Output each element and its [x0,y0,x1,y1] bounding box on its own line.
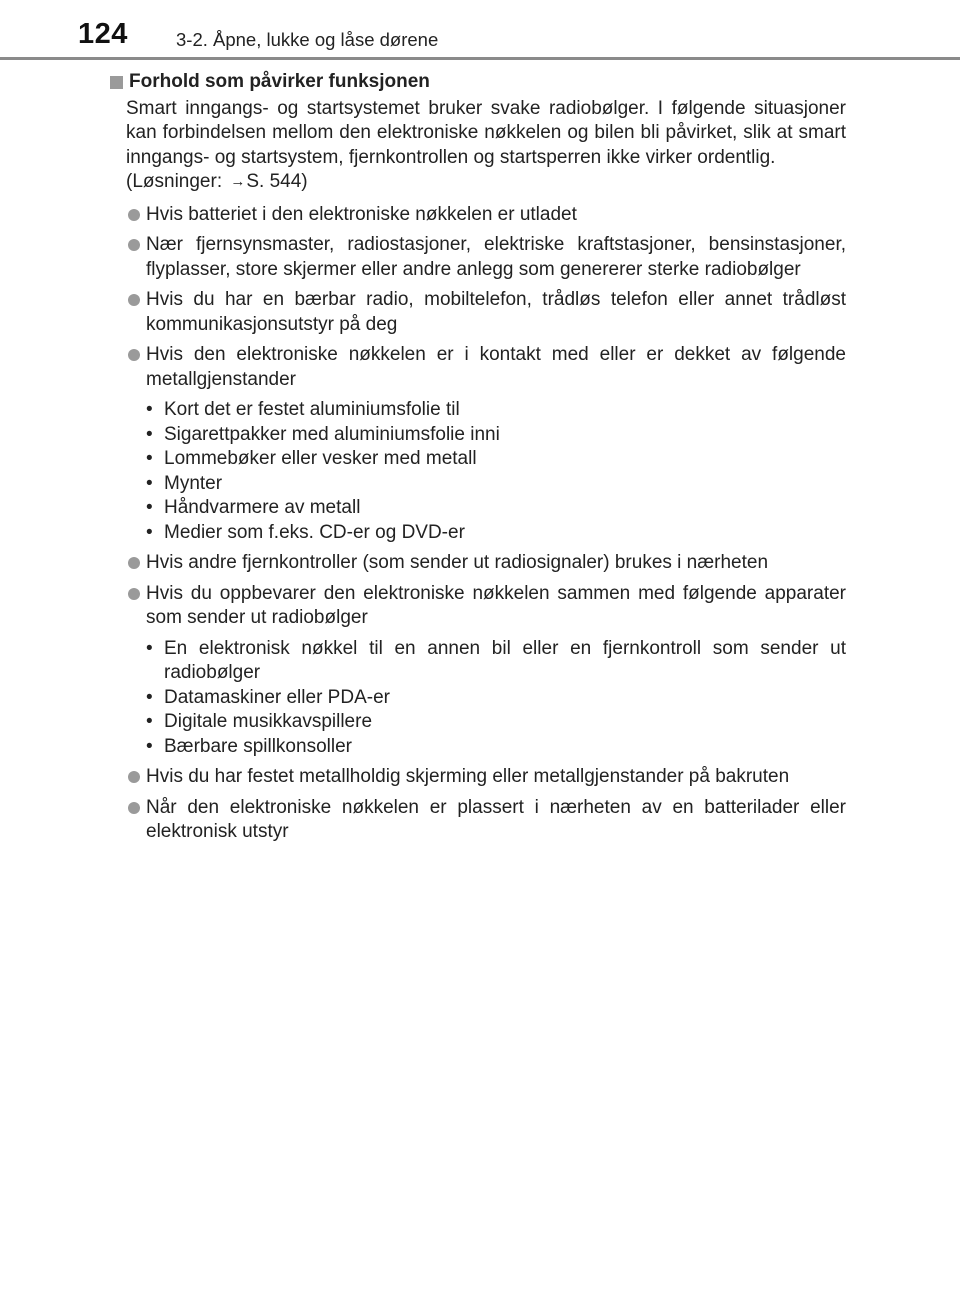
sub-list-item [146,423,846,448]
list-item-text: Hvis du har festet metallholdig skjerming eller metallgjenstander på bakruten [146,766,790,787]
list-item [110,796,846,845]
dot-bullet-icon: • [146,686,153,708]
list-item [110,582,846,760]
sub-list [146,637,846,760]
section-heading [110,70,846,95]
solutions-prefix: (Løsninger: [126,171,228,192]
list-item [110,765,846,790]
list-item-text: Hvis andre fjernkontroller (som sender ut radiosignaler) brukes i nærheten [146,552,769,573]
circle-bullet-icon [128,588,140,600]
circle-bullet-icon [128,209,140,221]
dot-bullet-icon: • [146,448,153,469]
sub-list-item-text: Sigarettpakker med aluminiumsfolie inni [164,423,500,445]
circle-bullet-icon [128,771,140,783]
chapter-title: 3-2. Åpne, lukke og låse dørene [176,29,439,50]
sub-list-item-text: Lommebøker eller vesker med metall [164,448,477,469]
sub-list-item-text: Medier som f.eks. CD-er og DVD-er [164,521,465,543]
sub-list-item [146,710,846,735]
dot-bullet-icon: • [146,637,153,659]
sub-list-item-text: Digitale musikkavspillere [164,711,373,732]
sub-list-item-text: Bærbare spillkonsoller [164,735,352,757]
sub-list-item-text: Håndvarmere av metall [164,497,361,518]
dot-bullet-icon: • [146,735,153,757]
header-rule [0,57,960,60]
dot-bullet-icon: • [146,472,153,494]
sub-list-item [146,496,846,521]
sub-list-item-text: En elektronisk nøkkel til en annen bil eller en fjernkontroll som sender ut radiobølger [164,637,846,683]
square-bullet-icon [110,76,123,89]
dot-bullet-icon: • [146,497,153,518]
sub-list-item [146,472,846,497]
sub-list-item-text: Kort det er festet aluminiumsfolie til [164,399,460,420]
section-heading-text: Forhold som påvirker funksjonen [129,71,430,92]
circle-bullet-icon [128,557,140,569]
list-item [110,288,846,337]
circle-bullet-icon [128,294,140,306]
list-item [110,551,846,576]
sub-list-item [146,637,846,686]
list-item [110,233,846,282]
sub-list [146,398,846,545]
list-item-text: Hvis du oppbevarer den elektroniske nøkkelen sammen med følgende apparater som sender ut radiobølger [146,582,846,628]
sub-list-item [146,735,846,760]
dot-bullet-icon: • [146,521,153,543]
sub-list-item [146,447,846,472]
circle-bullet-icon [128,239,140,251]
dot-bullet-icon: • [146,399,153,420]
arrow-right-icon: → [230,173,246,190]
content [110,70,846,851]
sub-list-item [146,521,846,546]
dot-bullet-icon: • [146,423,153,445]
list-item-text: Når den elektroniske nøkkelen er plassert i nærheten av en batterilader eller elektronisk utstyr [146,796,846,842]
page-number: 124 [78,18,128,50]
sub-list-item-text: Datamaskiner eller PDA-er [164,686,390,708]
circle-bullet-icon [128,802,140,814]
intro-text: Smart inngangs- og startsystemet bruker svake radiobølger. I følgende situasjoner kan forbindelsen mellom den elektroniske nøkkelen og bilen bli påvirket, slik at smart inngangs- og startsystem, fjernkontrollen og startsperren ikke virker ordentlig. [126,97,846,168]
sub-list-item [146,398,846,423]
dot-bullet-icon: • [146,711,153,732]
intro-paragraph [126,97,846,195]
list-item-text: Hvis du har en bærbar radio, mobiltelefon, trådløs telefon eller annet trådløst kommunikasjonsutstyr på deg [146,289,846,335]
list-item-text: Hvis batteriet i den elektroniske nøkkelen er utladet [146,203,577,225]
list-item [110,203,846,228]
list-item [110,343,846,545]
circle-bullet-icon [128,349,140,361]
list-item-text: Hvis den elektroniske nøkkelen er i kontakt med eller er dekket av følgende metallgjenstander [146,344,846,390]
list-item-text: Nær fjernsynsmaster, radiostasjoner, elektriske kraftstasjoner, bensinstasjoner, flyplasser, store skjermer eller andre anlegg som genererer sterke radiobølger [146,234,846,280]
sub-list-item [146,686,846,711]
bullet-list [110,203,846,845]
solutions-ref: S. 544) [246,171,308,192]
sub-list-item-text: Mynter [164,472,223,494]
